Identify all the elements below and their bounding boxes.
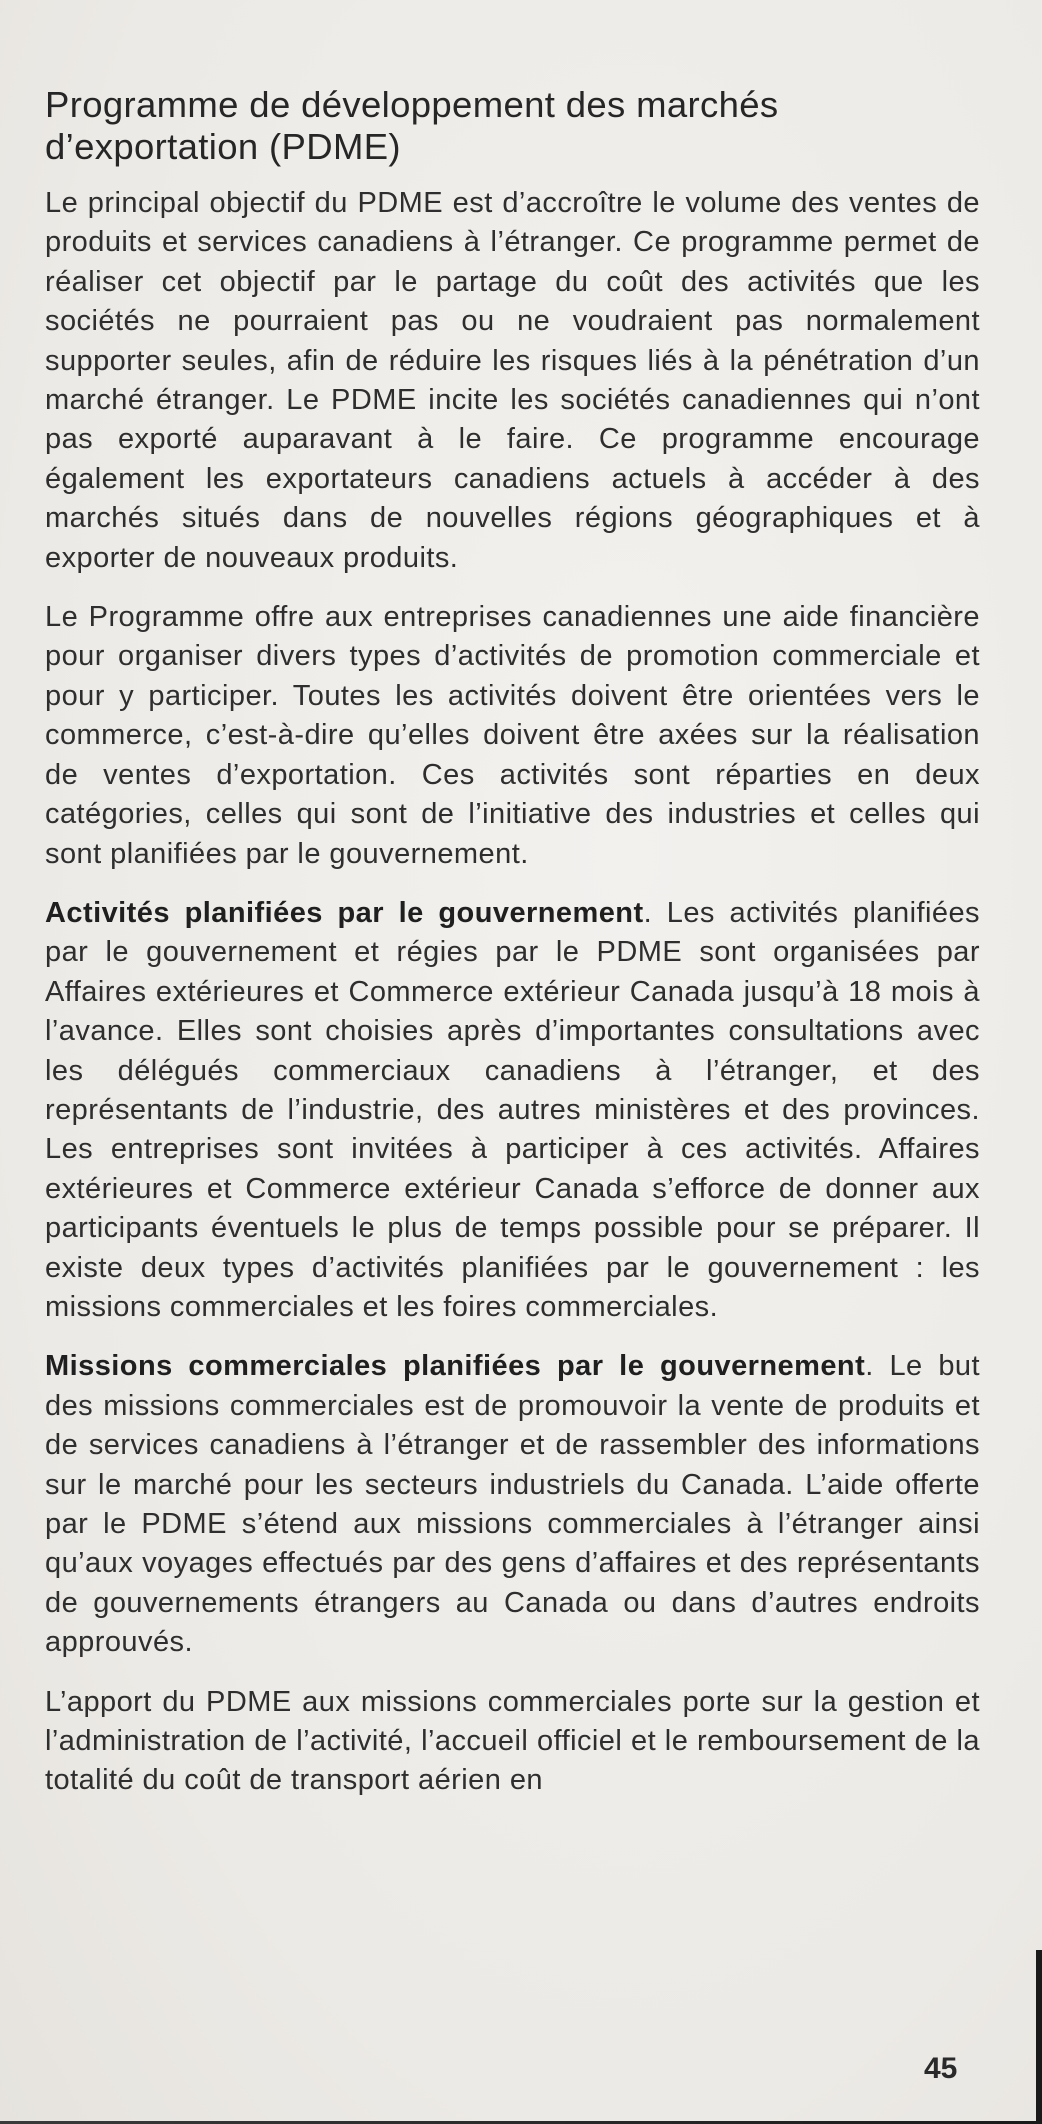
missions-body: . Le but des missions commerciales est de promouvoir la vente de produits et de services canadiens à l’étranger et de rassembler des informations sur le marché pour les secteurs industriels du Canada. L’aide offerte par le PDME s’étend aux missions commerciales à l’étranger ainsi qu’aux voyages effectués par des gens d’affaires et des représentants de gouvernements étrangers au Canada ou dans d’autres endroits approuvés. xyxy=(45,1350,980,1659)
gov-activities-body: . Les activités planifiées par le gouvernement et régies par le PDME sont organisées par Affaires extérieures et Commerce extérieur Canada jusqu’à 18 mois à l’avance. Elles sont choisies après d’importantes consultations avec les délégués commerciaux canadiens à l’étranger, et des représentants de l’industrie, des autres ministères et des provinces. Les entreprises sont invitées à participer à ces activités. Affaires extérieures et Commerce extérieur Canada s’efforce de donner aux participants éventuels le plus de temps possible pour se préparer. Il existe deux types d’activités planifiées par le gouvernement : les missions commerciales et les foires commerciales. xyxy=(45,896,980,1323)
intro-paragraph: Le principal objectif du PDME est d’accroître le volume des ventes de produits et services canadiens à l’étranger. Ce programme permet de réaliser cet objectif par le partage du coût des activités que les sociétés ne pourraient pas ou ne voudraient pas normalement supporter seules, afin de réduire les risques liés à la pénétration d’un marché étranger. Le PDME incite les sociétés canadiennes qui n’ont pas exporté auparavant à le faire. Ce programme encourage également les exportateurs canadiens actuels à accéder à des marchés situés dans de nouvelles régions géographiques et à exporter de nouveaux produits. xyxy=(45,187,980,574)
page-edge-shadow xyxy=(1036,1950,1042,2124)
page-content xyxy=(45,84,980,1821)
aid-paragraph: Le Programme offre aux entreprises canadiennes une aide financière pour organiser divers types d’activités de promotion commerciale et pour y participer. Toutes les activités doivent être orientées vers le commerce, c’est-à-dire qu’elles doivent être axées sur la réalisation de ventes d’exportation. Ces activités sont réparties en deux catégories, celles qui sont de l’initiative des industries et celles qui sont planifiées par le gouvernement. xyxy=(45,601,980,870)
missions-paragraph xyxy=(45,1347,980,1662)
missions-title: Missions commerciales planifiées par le gouvernement xyxy=(45,1350,866,1383)
contribution-paragraph: L’apport du PDME aux missions commerciales porte sur la gestion et l’administration de l’activité, l’accueil officiel et le remboursement de la totalité du coût de transport aérien en xyxy=(45,1685,980,1797)
page-number: 45 xyxy=(924,2052,958,2085)
gov-activities-title: Activités planifiées par le gouvernement xyxy=(45,896,644,929)
gov-activities-paragraph xyxy=(45,894,980,1327)
section-heading: Programme de développement des marchés d’exportation (PDME) xyxy=(45,84,779,167)
